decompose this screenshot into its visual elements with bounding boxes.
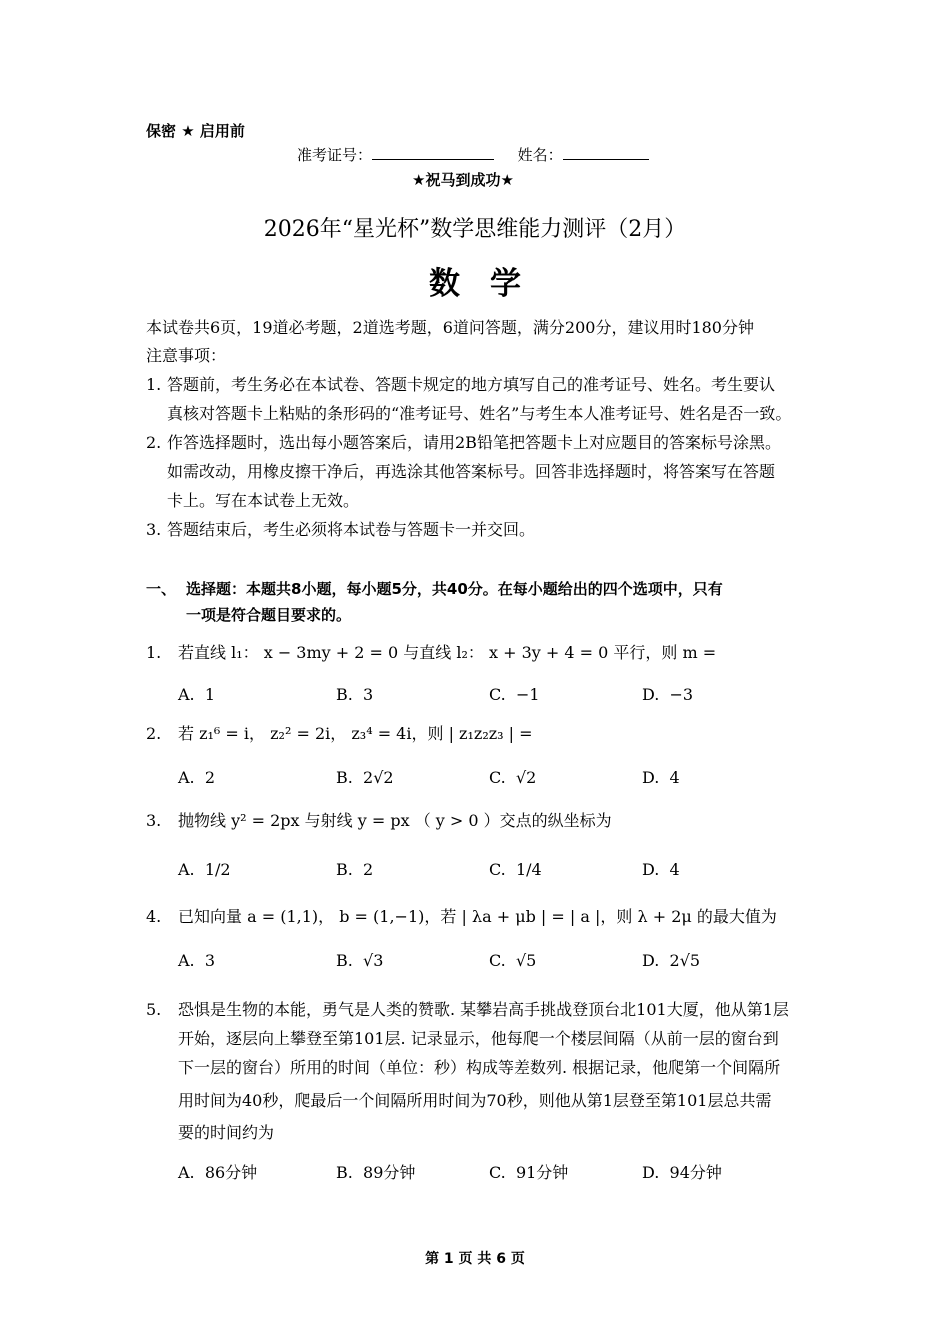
- option-c[interactable]: C. √5: [489, 951, 537, 970]
- note-line: 答题前，考生务必在本试卷、答题卡规定的地方填写自己的准考证号、姓名。考生要认: [167, 375, 776, 394]
- exam-id-field[interactable]: [372, 145, 494, 160]
- option-b[interactable]: B. 2: [336, 860, 374, 879]
- option-a[interactable]: A. 86分钟: [178, 1163, 258, 1182]
- name-label: 姓名：: [517, 146, 563, 164]
- exam-id-label: 准考证号：: [297, 146, 373, 164]
- intro-text: 本试卷共6页，19道必考题，2道选考题，6道问答题，满分200分，建议用时180分钟: [146, 318, 754, 337]
- option-d[interactable]: D. 2√5: [642, 951, 701, 970]
- option-a[interactable]: A. 1/2: [178, 860, 231, 879]
- section-heading-line1: 选择题：本题共8小题，每小题5分，共40分。在每小题给出的四个选项中，只有: [186, 580, 723, 598]
- question-stem: 已知向量 a = (1,1)， b = (1,−1)，若 | λa + μb | = | a |，则 λ + 2μ 的最大值为: [178, 907, 777, 926]
- option-d[interactable]: D. 94分钟: [642, 1163, 722, 1182]
- section-number: 一、: [146, 580, 177, 598]
- option-d[interactable]: D. 4: [642, 768, 680, 787]
- blessing-text: ★祝马到成功★: [412, 171, 514, 189]
- exam-id-row: [297, 144, 649, 165]
- name-field[interactable]: [563, 145, 649, 160]
- question-stem-line: 要的时间约为: [178, 1123, 275, 1142]
- question-stem-line: 开始，逐层向上攀登至第101层. 记录显示，他每爬一个楼层间隔（从前一层的窗台到: [178, 1029, 779, 1048]
- question-stem: 若 z₁⁶ = i， z₂² = 2i， z₃⁴ = 4i，则 | z₁z₂z₃ | =: [178, 724, 533, 743]
- option-c[interactable]: C. √2: [489, 768, 537, 787]
- section-heading-line2: 一项是符合题目要求的。: [186, 606, 352, 624]
- question-number: 5.: [146, 1000, 162, 1019]
- option-a[interactable]: A. 3: [178, 951, 215, 970]
- option-b[interactable]: B. 3: [336, 685, 374, 704]
- note-line: 卡上。写在本试卷上无效。: [167, 491, 360, 510]
- note-number: 3.: [146, 520, 162, 539]
- option-b[interactable]: B. √3: [336, 951, 384, 970]
- question-number: 1.: [146, 643, 162, 662]
- option-b[interactable]: B. 89分钟: [336, 1163, 416, 1182]
- question-stem-line: 恐惧是生物的本能，勇气是人类的赞歌. 某攀岩高手挑战登顶台北101大厦，他从第1层: [178, 1000, 789, 1019]
- question-number: 2.: [146, 724, 162, 743]
- confidential-label: 保密 ★ 启用前: [146, 122, 245, 140]
- option-b[interactable]: B. 2√2: [336, 768, 394, 787]
- question-number: 4.: [146, 907, 162, 926]
- option-d[interactable]: D. 4: [642, 860, 680, 879]
- question-stem: 若直线 l₁： x − 3my + 2 = 0 与直线 l₂： x + 3y + 4 = 0 平行，则 m =: [178, 643, 717, 662]
- page-footer: 第 1 页 共 6 页: [425, 1251, 525, 1267]
- option-c[interactable]: C. 91分钟: [489, 1163, 569, 1182]
- subject-title: 数学: [429, 266, 551, 302]
- option-c[interactable]: C. −1: [489, 685, 540, 704]
- note-number: 2.: [146, 433, 162, 452]
- question-stem: 抛物线 y² = 2px 与射线 y = px （ y > 0 ）交点的纵坐标为: [178, 811, 612, 830]
- note-line: 作答选择题时，选出每小题答案后，请用2B铅笔把答题卡上对应题目的答案标号涂黑。: [167, 433, 781, 452]
- option-a[interactable]: A. 1: [178, 685, 215, 704]
- option-a[interactable]: A. 2: [178, 768, 215, 787]
- note-number: 1.: [146, 375, 162, 394]
- question-stem-line: 下一层的窗台）所用的时间（单位：秒）构成等差数列. 根据记录，他爬第一个间隔所: [178, 1058, 781, 1077]
- question-stem-line: 用时间为40秒，爬最后一个间隔所用时间为70秒，则他从第1层登至第101层总共需: [178, 1091, 772, 1110]
- question-number: 3.: [146, 811, 162, 830]
- option-c[interactable]: C. 1/4: [489, 860, 542, 879]
- option-d[interactable]: D. −3: [642, 685, 694, 704]
- note-line: 如需改动，用橡皮擦干净后，再选涂其他答案标号。回答非选择题时，将答案写在答题: [167, 462, 776, 481]
- notes-label: 注意事项：: [146, 346, 227, 365]
- exam-title: 2026年“星光杯”数学思维能力测评（2月）: [263, 217, 687, 242]
- note-line: 真核对答题卡上粘贴的条形码的“准考证号、姓名”与考生本人准考证号、姓名是否一致。: [167, 404, 792, 423]
- note-line: 答题结束后，考生必须将本试卷与答题卡一并交回。: [167, 520, 536, 539]
